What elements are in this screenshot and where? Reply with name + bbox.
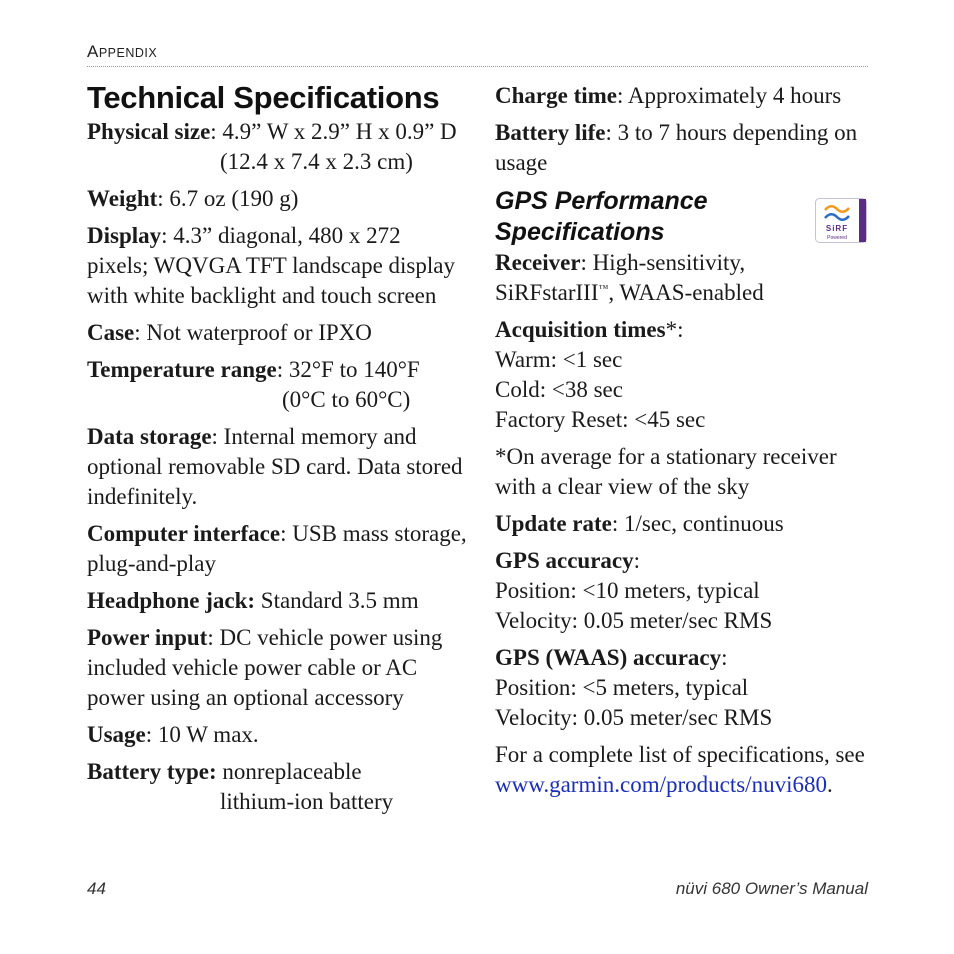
sirf-logo-sub: Powered: [827, 235, 847, 241]
more-specs: For a complete list of specifications, see www.garmin.com/products/nuvi680.: [495, 742, 865, 797]
spec-data-storage: Data storage: Internal memory and optional removable SD card. Data stored indefinitely.: [87, 424, 463, 509]
spec-power-input: Power input: DC vehicle power using included vehicle power cable or AC power using an optional accessory: [87, 625, 443, 710]
spec-physical-size: Physical size: 4.9” W x 2.9” H x 0.9” D (12.4 x 7.4 x 2.3 cm): [87, 119, 457, 174]
spec-receiver: Receiver: High-sensitivity, SiRFstarIII™, WAAS-enabled: [495, 250, 764, 305]
spec-display: Display: 4.3” diagonal, 480 x 272 pixels; WQVGA TFT landscape display with white backlight and touch screen: [87, 223, 455, 308]
spec-usage: Usage: 10 W max.: [87, 722, 259, 747]
spec-battery-type: Battery type: nonreplaceable lithium-ion battery: [87, 759, 394, 814]
spec-computer-interface: Computer interface: USB mass storage, plug-and-play: [87, 521, 467, 576]
header-rule: [87, 66, 868, 67]
page-title: Technical Specifications: [87, 80, 440, 115]
sirf-logo-word: SiRF: [825, 224, 849, 233]
spec-waas-accuracy: GPS (WAAS) accuracy: Position: <5 meters, typical Velocity: 0.05 meter/sec RMS: [495, 645, 773, 730]
gps-performance-heading: GPS Performance Specifications: [495, 187, 708, 246]
spec-gps-accuracy: GPS accuracy: Position: <10 meters, typical Velocity: 0.05 meter/sec RMS: [495, 548, 773, 633]
section-header: APPENDIX: [87, 42, 158, 61]
manual-title: nüvi 680 Owner’s Manual: [675, 879, 868, 898]
right-column: [495, 81, 875, 807]
spec-update-rate: Update rate: 1/sec, continuous: [495, 511, 784, 536]
left-column: [87, 117, 467, 824]
page-number: 44: [87, 879, 106, 898]
spec-charge-time: Charge time: Approximately 4 hours: [495, 83, 842, 108]
garmin-product-link[interactable]: www.garmin.com/products/nuvi680: [495, 772, 827, 797]
spec-acquisition: Acquisition times*: Warm: <1 sec Cold: <38 sec Factory Reset: <45 sec: [495, 317, 706, 432]
spec-battery-life: Battery life: 3 to 7 hours depending on usage: [495, 120, 858, 175]
spec-temperature: Temperature range: 32°F to 140°F (0°C to 60°C): [87, 357, 420, 412]
acquisition-note: *On average for a stationary receiver with a clear view of the sky: [495, 444, 837, 499]
sirf-powered-logo-icon: [815, 198, 867, 243]
spec-weight: Weight: 6.7 oz (190 g): [87, 186, 299, 211]
spec-case: Case: Not waterproof or IPXO: [87, 320, 372, 345]
spec-headphone: Headphone jack: Standard 3.5 mm: [87, 588, 419, 613]
